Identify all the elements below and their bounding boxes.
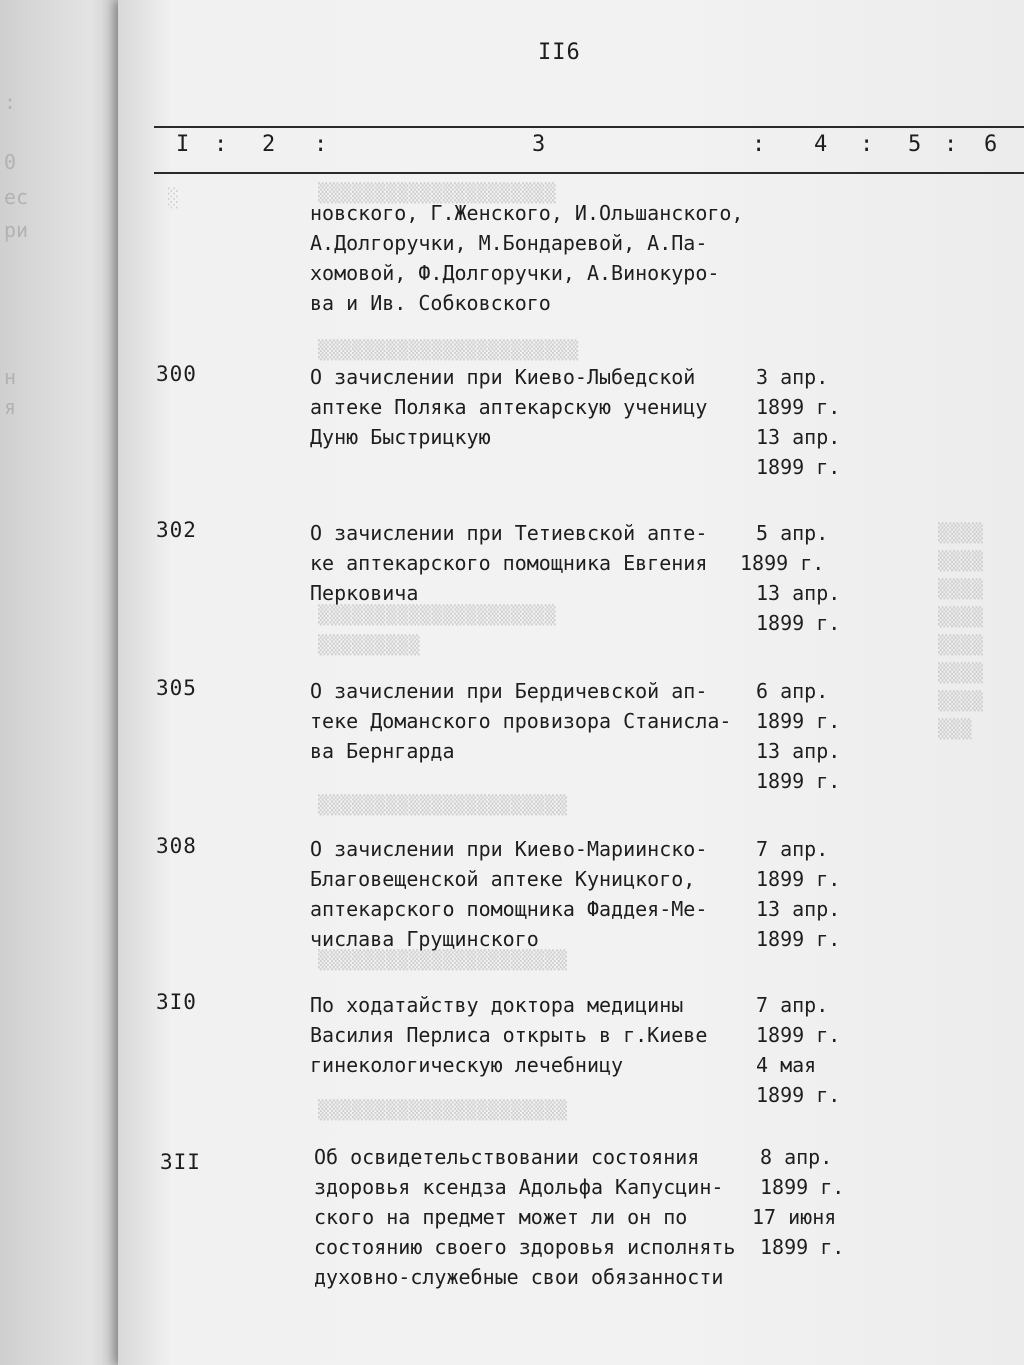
continuation-line: хомовой, Ф.Долгоручки, А.Винокуро-	[310, 261, 720, 285]
end-year: 1899 г.	[756, 927, 841, 951]
start-date: 7 апр.	[756, 993, 829, 1017]
start-year: 1899 г.	[756, 395, 841, 419]
entry-text-line: О зачислении при Бердичевской ап-	[310, 679, 708, 703]
entry-text-line: аптеке Поляка аптекарскую ученицу	[310, 395, 708, 419]
entry-number: 302	[156, 518, 197, 542]
entry-number: 300	[156, 362, 197, 386]
column-header-1: I	[176, 132, 190, 157]
column-header-3: 3	[532, 132, 546, 157]
previous-page-edge: : 0 ес ри н я	[0, 0, 130, 1365]
entry-text-line: О зачислении при Киево-Мариинско-	[310, 837, 708, 861]
entry-text-line: Об освидетельствовании состояния	[314, 1145, 700, 1169]
end-year: 1899 г.	[756, 455, 841, 479]
column-header-separator: :	[752, 132, 766, 157]
column-header-5: 5	[908, 132, 922, 157]
header-top-rule	[154, 126, 1024, 128]
entry-text-line: Василия Перлиса открыть в г.Киеве	[310, 1023, 708, 1047]
entry-number: 3II	[160, 1150, 201, 1174]
end-date: 4 мая	[756, 1053, 817, 1077]
start-date: 6 апр.	[756, 679, 829, 703]
entry-text-line: гинекологическую лечебницу	[310, 1053, 624, 1077]
entry-text-line: аптекарского помощника Фаддея-Ме-	[310, 897, 708, 921]
column-header-separator: :	[860, 132, 874, 157]
continuation-line: А.Долгоручки, М.Бондаревой, А.Па-	[310, 231, 708, 255]
end-year: 1899 г.	[756, 611, 841, 635]
entry-text-line: ва Бернгарда	[310, 739, 455, 763]
end-year: 1899 г.	[756, 1083, 841, 1107]
end-date: 17 июня	[752, 1205, 837, 1229]
start-date: 7 апр.	[756, 837, 829, 861]
entry-text-line: теке Доманского провизора Станисла-	[310, 709, 732, 733]
start-year: 1899 г.	[760, 1175, 845, 1199]
entry-number: 305	[156, 676, 197, 700]
start-date: 8 апр.	[760, 1145, 833, 1169]
start-date: 3 апр.	[756, 365, 829, 389]
entry-text-line: состоянию своего здоровья исполнять	[314, 1235, 736, 1259]
column-header-separator: :	[214, 132, 228, 157]
column-header-2: 2	[262, 132, 276, 157]
column-header-6: 6	[984, 132, 998, 157]
continuation-line: ва и Ив. Собковского	[310, 291, 551, 315]
column-header-separator: :	[314, 132, 328, 157]
start-year: 1899 г.	[756, 1023, 841, 1047]
entry-text-line: Перковича	[310, 581, 419, 605]
column-header-4: 4	[814, 132, 828, 157]
start-year: 1899 г.	[756, 709, 841, 733]
end-date: 13 апр.	[756, 581, 841, 605]
end-year: 1899 г.	[760, 1235, 845, 1259]
entry-text-line: О зачислении при Тетиевской апте-	[310, 521, 708, 545]
page-number: II6	[538, 40, 581, 65]
entry-number: 308	[156, 834, 197, 858]
start-year: 1899 г.	[756, 867, 841, 891]
entry-text-line: здоровья ксендза Адольфа Капусцин-	[314, 1175, 724, 1199]
entry-text-line: ского на предмет может ли он по	[314, 1205, 688, 1229]
end-date: 13 апр.	[756, 739, 841, 763]
header-bottom-rule	[154, 172, 1024, 174]
entry-text-line: духовно-служебные свои обязанности	[314, 1265, 724, 1289]
entry-text-line: Дуню Быстрицкую	[310, 425, 491, 449]
entry-text-line: Благовещенской аптеке Куницкого,	[310, 867, 696, 891]
entry-number: 3I0	[156, 990, 197, 1014]
end-year: 1899 г.	[756, 769, 841, 793]
entry-text-line: О зачислении при Киево-Лыбедской	[310, 365, 696, 389]
continuation-line: новского, Г.Женского, И.Ольшанского,	[310, 201, 744, 225]
document-page: ░ ▒▒▒▒▒▒▒▒▒▒▒▒▒▒▒▒▒▒▒▒▒ ▒▒▒▒▒▒▒▒▒▒▒▒▒▒▒▒▒▒▒▒▒▒▒ ▒▒▒▒▒▒▒▒▒▒▒▒▒▒▒▒▒▒▒▒▒ ▒▒▒▒▒▒▒▒▒ ▒▒▒▒▒▒▒▒▒▒▒▒▒▒▒▒▒▒▒▒▒▒ ▒▒▒▒▒▒▒▒▒▒▒▒▒▒▒▒▒▒▒▒▒▒ ▒▒▒▒▒▒▒▒▒▒▒▒▒▒▒▒▒▒▒▒▒▒ ▒▒▒▒ ▒▒▒▒ ▒▒▒▒ ▒▒▒▒ ▒▒▒▒ ▒▒▒▒ ▒▒▒▒ ▒▒▒ II6 I : 2 : 3 : 4 : 5 : 6 новского, Г.Женского, И.Ольшанского, А.Долгоручки, М.Бондаревой, А.Па- хомовой, Ф.Долгоручки, А.Винокуро- ва и Ив. Собковского 300 О зачислении при Киево-Лыбедской аптеке Поляка аптекарскую ученицу Дуню Быстрицкую 3 апр. 1899 г. 13 апр. 1899 г. 302 О зачислении при Тетиевской апте- ке аптекарского помощника Евгения Перковича 5 апр. 1899 г. 13 апр. 1899 г. 305 О зачислении при Бердичевской ап- теке Доманского провизора Станисла- ва Бернгарда 6 апр. 1899 г. 13 апр. 1899 г. 308 О зачислении при Киево-Мариинско- Благовещенской аптеке Куницкого, аптекарского помощника Фаддея-Ме- числава Грущинского 7 апр. 1899 г. 13 апр. 1899 г. 3I0 По ходатайству доктора медицины Василия Перлиса открыть в г.Киеве гинекологическую лечебницу 7 апр. 1899 г. 4 мая 1899 г. 3II Об освидетельствовании состояния здоровья ксендза Адольфа Капусцин- ского на предмет может ли он по состоянию своего здоровья исполнять духовно-служебные свои обязанности 8 апр. 1899 г. 17 июня 1899 г.	[118, 0, 1024, 1365]
start-date: 5 апр.	[756, 521, 829, 545]
entry-text-line: числава Грущинского	[310, 927, 539, 951]
entry-text-line: По ходатайству доктора медицины	[310, 993, 684, 1017]
entry-text-line: ке аптекарского помощника Евгения	[310, 551, 708, 575]
start-year: 1899 г.	[740, 551, 825, 575]
column-header-separator: :	[944, 132, 958, 157]
end-date: 13 апр.	[756, 425, 841, 449]
end-date: 13 апр.	[756, 897, 841, 921]
